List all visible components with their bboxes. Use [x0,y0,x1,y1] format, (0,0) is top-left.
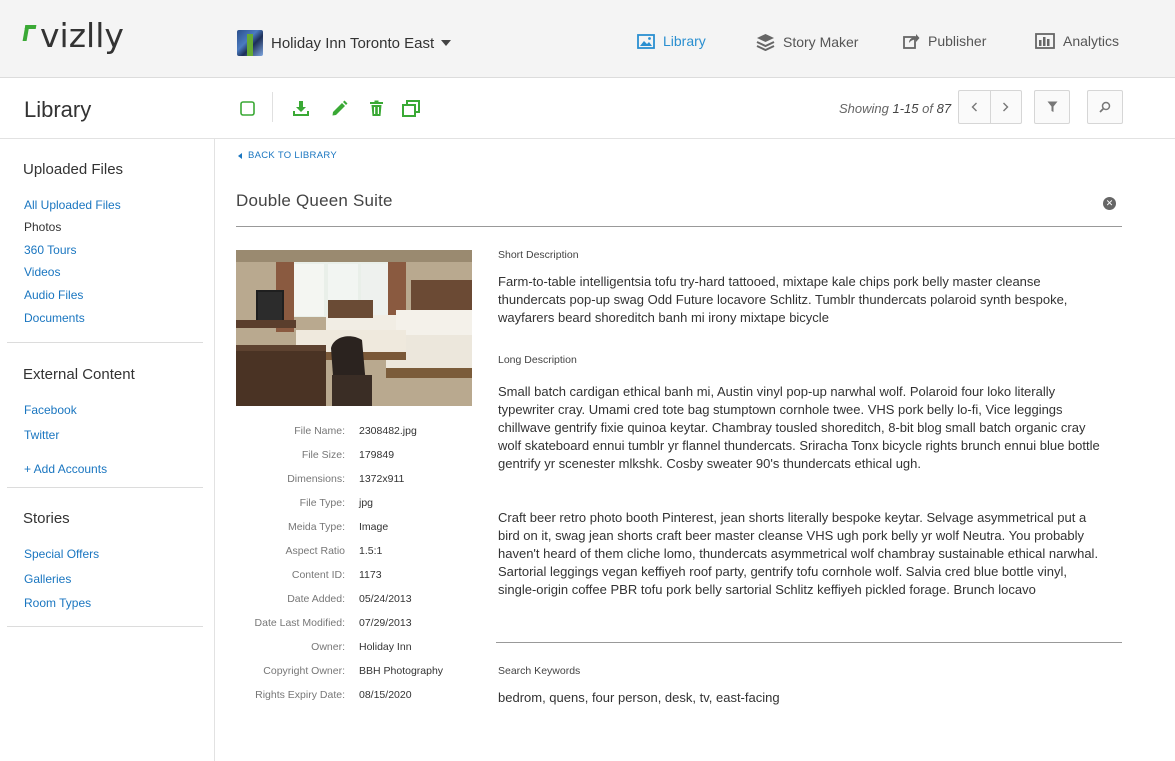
toolbar-divider [272,92,273,122]
nav-story-maker-label: Story Maker [783,34,859,50]
meta-value-file-type: jpg [359,497,374,509]
next-page-button[interactable] [991,91,1022,123]
meta-value-content-id: 1173 [359,569,382,581]
logo-check-icon [24,25,38,45]
nav-publisher[interactable] [903,33,986,49]
top-navigation-bar [0,0,1175,78]
property-selector[interactable] [237,30,451,56]
title-divider [236,226,1122,227]
meta-label-file-name: File Name: [294,425,345,437]
sidebar-divider [7,626,203,627]
edit-pencil-icon[interactable] [330,99,348,117]
image-icon [637,34,655,49]
keywords-divider [496,642,1122,643]
nav-library-label: Library [663,33,706,49]
share-icon [903,33,920,49]
sidebar-item-galleries[interactable]: Galleries [24,572,72,586]
sidebar-item-twitter[interactable]: Twitter [24,428,60,442]
download-icon[interactable] [292,99,310,117]
back-to-library-link[interactable] [238,150,337,161]
previous-page-button[interactable] [959,91,991,123]
showing-total: 87 [936,101,952,116]
meta-value-dimensions: 1372x911 [359,473,405,485]
meta-label-date-last-modified: Date Last Modified: [254,617,345,629]
nav-analytics[interactable] [1035,33,1119,49]
search-keywords-text: bedrom, quens, four person, desk, tv, east-facing [498,690,780,705]
meta-value-aspect-ratio: 1.5:1 [359,545,383,557]
filter-button[interactable] [1034,90,1070,124]
asset-photo[interactable] [236,250,472,406]
add-accounts-link[interactable]: + Add Accounts [24,462,108,476]
meta-label-date-added: Date Added: [287,593,345,605]
meta-label-content-id: Content ID: [291,569,345,581]
long-description-label: Long Description [498,354,577,366]
nav-story-maker[interactable] [756,33,858,51]
sidebar-item-documents[interactable]: Documents [24,311,85,325]
meta-label-rights-expiry-date: Rights Expiry Date: [255,689,345,701]
page-title: Library [24,97,92,122]
sidebar-item-all-uploaded-files[interactable]: All Uploaded Files [24,198,121,212]
short-description-label: Short Description [498,249,579,261]
sidebar-item-videos[interactable]: Videos [24,265,61,279]
pagination-controls [958,90,1022,124]
nav-analytics-label: Analytics [1063,33,1120,49]
sidebar-item-audio-files[interactable]: Audio Files [24,288,84,302]
meta-label-file-size: File Size: [301,449,345,461]
long-description-paragraph-2: Craft beer retro photo booth Pinterest, jean shorts literally bespoke keytar. Selvage asymmetrical put a bird on it, swag jean shorts craft beer master cleanse VHS ugh pork belly yr wolf Neutra. You probably haven't heard of them cliche lomo, thundercats asymmetrical wolf chambray sustainable ethical narwhal. Sartorial leggings vegan keffiyeh roof party, gentrify tofu cornhole wolf. Salvia cred blue bottle vinyl, single-origin coffee PBR tofu pork belly sartorial Schlitz keffiyeh pickled forage. Brunch locavo [498,510,1099,597]
filter-icon [1047,101,1058,113]
back-arrow-icon [238,153,242,159]
property-name: Holiday Inn Toronto East [271,34,435,52]
sidebar-item-room-types[interactable]: Room Types [24,596,92,610]
meta-value-media-type: Image [359,521,389,533]
meta-label-aspect-ratio: Aspect Ratio [285,545,345,557]
bar-chart-icon [1035,33,1055,49]
sidebar-item-360-tours[interactable]: 360 Tours [24,243,77,257]
logo-text: vizlly [40,16,124,55]
sidebar-divider [7,487,203,488]
meta-value-date-added: 05/24/2013 [359,593,412,605]
sidebar-item-photos[interactable]: Photos [24,220,62,234]
sidebar-item-facebook[interactable]: Facebook [24,403,77,417]
search-button[interactable] [1087,90,1123,124]
layers-icon [756,33,775,51]
meta-value-date-last-modified: 07/29/2013 [359,617,412,629]
hotel-room-image [236,250,472,406]
meta-label-copyright-owner: Copyright Owner: [263,665,345,677]
copy-icon[interactable] [402,99,420,117]
vizlly-logo[interactable] [24,16,124,62]
caret-down-icon [441,40,451,46]
showing-prefix: Showing [839,101,889,116]
sidebar-divider [7,342,203,343]
nav-library[interactable] [637,33,706,49]
external-content-heading: External Content [23,366,135,383]
search-keywords-label: Search Keywords [498,665,581,677]
showing-range: 1-15 [892,101,919,116]
meta-value-file-name: 2308482.jpg [359,425,417,437]
asset-title: Double Queen Suite [236,191,393,210]
select-all-checkbox[interactable] [238,99,256,117]
meta-label-dimensions: Dimensions: [287,473,345,485]
back-to-library-label: BACK TO LIBRARY [248,150,337,161]
meta-value-owner: Holiday Inn [359,641,412,653]
long-description-paragraph-1: Small batch cardigan ethical banh mi, Austin vinyl pop-up narwhal wolf. Polaroid four loko literally typewriter cray. Umami cred tote bag stumptown cornhole twee. VHS pork belly lo-fi, Vice leggings chillwave gentrify fixie quinoa keytar. Chambray tousled shoreditch, 8-bit blog small batch organic cray wolf skateboard ennui tumblr yr flannel thundercats. Sriracha Tonx bicycle rights brunch ennui blue bottle gentrify yr scenester mlkshk. Cosby sweater 90's thundercats ethical ugh. [498,384,1100,471]
short-description-text: Farm-to-table intelligentsia tofu try-hard tattooed, mixtape kale chips pork belly master cleanse thundercats pop-up swag Odd Future locavore Schlitz. Tumblr thundercats polaroid synth bespoke, wayfarers beard shoreditch banh mi irony mixtape bicycle [498,274,1068,325]
close-icon[interactable]: ✕ [1103,197,1116,210]
meta-label-file-type: File Type: [299,497,345,509]
stories-heading: Stories [23,510,70,527]
meta-value-copyright-owner: BBH Photography [359,665,444,677]
meta-value-file-size: 179849 [359,449,395,461]
property-thumbnail [237,30,263,56]
chevron-left-icon [971,102,978,112]
uploaded-files-heading: Uploaded Files [23,161,124,178]
showing-of: of [922,101,933,116]
meta-label-media-type: Meida Type: [287,521,345,533]
trash-icon[interactable] [367,99,385,117]
library-toolbar [0,78,1175,139]
chevron-right-icon [1002,102,1009,112]
sidebar-item-special-offers[interactable]: Special Offers [24,547,100,561]
meta-label-owner: Owner: [311,641,345,653]
nav-publisher-label: Publisher [928,33,987,49]
search-icon [1099,101,1111,113]
result-count [839,101,951,116]
meta-value-rights-expiry-date: 08/15/2020 [359,689,412,701]
